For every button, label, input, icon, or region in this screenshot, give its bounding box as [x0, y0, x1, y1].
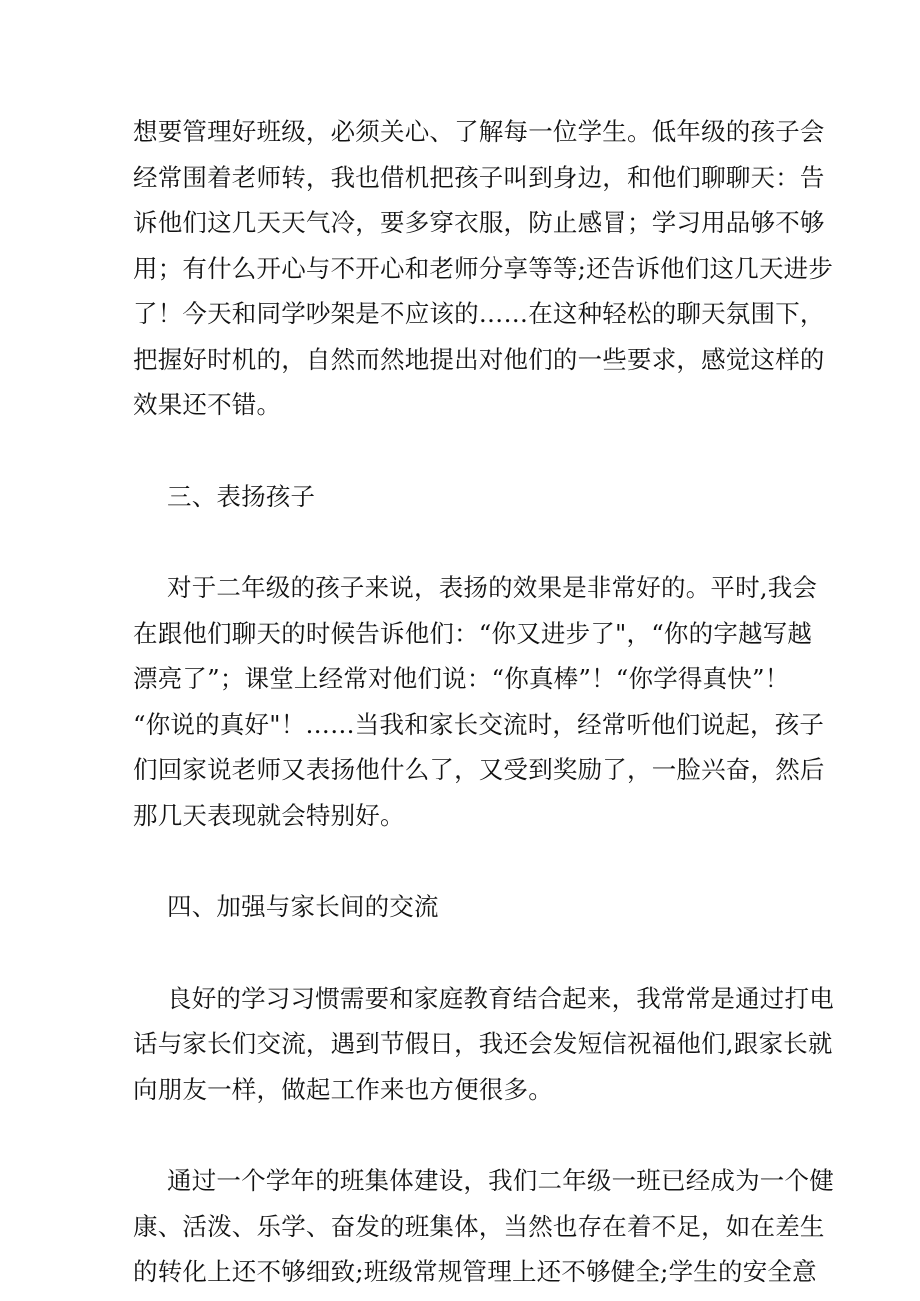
section-heading-parents: [133, 884, 805, 930]
text-line: 用；有什么开心与不开心和老师分享等等;还告诉他们这几天进步: [133, 253, 834, 283]
document-body: [133, 109, 834, 1295]
paragraph-spacer: [133, 428, 805, 474]
text-line: 康、活泼、乐学、奋发的班集体，当然也存在着不足，如在差生: [133, 1211, 825, 1241]
text-line: 了！今天和同学吵架是不应该的……在这种轻松的聊天氛围下，: [133, 299, 825, 328]
text-line: 良好的学习习惯需要和家庭教育结合起来，我常常是通过打电: [167, 983, 834, 1013]
text-line: 那几天表现就会特别好。: [133, 800, 405, 830]
heading-text: 三、表扬孩子: [167, 481, 316, 511]
paragraph-student-care: [133, 109, 834, 428]
paragraph-spacer: [133, 838, 805, 884]
text-line: 经常围着老师转，我也借机把孩子叫到身边，和他们聊聊天：告: [133, 162, 825, 192]
text-line: 在跟他们聊天的时候告诉他们：“你又进步了"，“你的字越写越: [133, 618, 813, 648]
text-line: 诉他们这几天天气冷，要多穿衣服，防止感冒；学习用品够不够: [133, 208, 825, 237]
paragraph-praise: [133, 565, 825, 838]
paragraph-spacer: [133, 1112, 805, 1158]
text-line: 漂亮了”；课堂上经常对他们说：“你真棒”！“你学得真快”！: [133, 664, 790, 693]
text-line: 对于二年级的孩子来说，表扬的效果是非常好的。平时,我会: [167, 573, 818, 602]
text-line: 效果还不错。: [133, 390, 282, 419]
text-line: “你说的真好"！……当我和家长交流时，经常听他们说起，孩子: [133, 709, 825, 739]
paragraph-summary: [133, 1158, 834, 1295]
text-line: 话与家长们交流，遇到节假日，我还会发短信祝福他们,跟家长就: [133, 1029, 833, 1058]
text-line: 的转化上还不够细致;班级常规管理上还不够健全;学生的安全意: [133, 1257, 817, 1286]
heading-text: 四、加强与家长间的交流: [167, 892, 439, 921]
text-line: 想要管理好班级，必须关心、了解每一位学生。低年级的孩子会: [133, 117, 825, 146]
text-line: 通过一个学年的班集体建设，我们二年级一班已经成为一个健: [167, 1166, 834, 1195]
paragraph-spacer: [133, 519, 805, 565]
text-line: 把握好时机的，自然而然地提出对他们的一些要求，感觉这样的: [133, 344, 825, 374]
section-heading-praise: [133, 474, 805, 520]
paragraph-spacer: [133, 930, 805, 976]
paragraph-parents: [133, 976, 834, 1113]
text-line: 向朋友一样，做起工作来也方便很多。: [133, 1074, 553, 1104]
text-line: 们回家说老师又表扬他什么了，又受到奖励了，一脸兴奋，然后: [133, 755, 825, 784]
